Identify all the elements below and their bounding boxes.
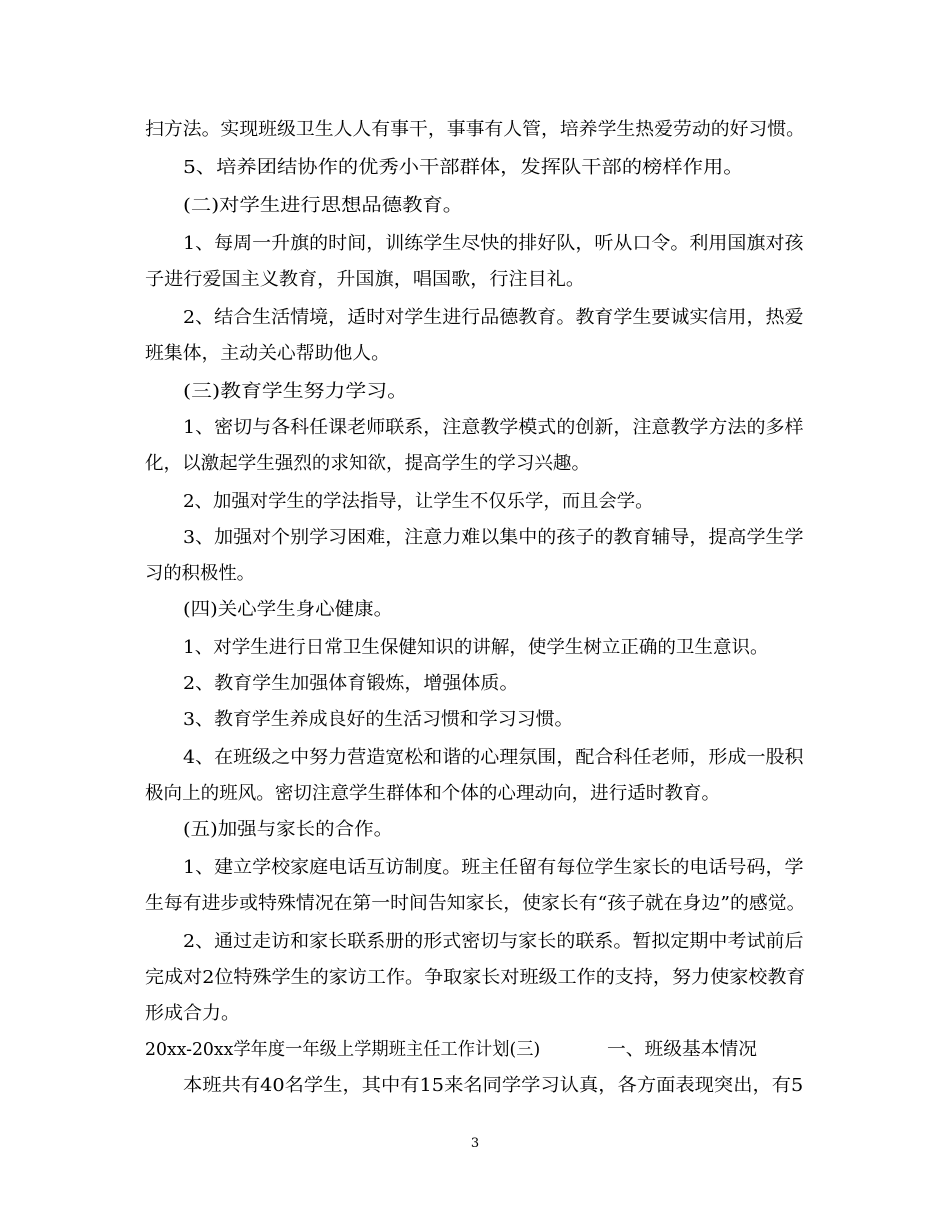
text-line-content: (四)关心学生身心健康。 [183,599,394,620]
text-line-content: 子进行爱国主义教育，升国旗，唱国歌，行注目礼。 [145,269,585,290]
text-line-content: 化，以激起学生强烈的求知欲，提高学生的学习兴趣。 [145,453,590,474]
text-line-content: (五)加强与家长的合作。 [183,819,394,840]
text-line-content: 1、密切与各科任课老师联系，注意教学模式的创新，注意教学方法的多样 [183,417,804,438]
text-line-content: 2、教育学生加强体育锻炼，增强体质。 [183,673,519,694]
text-line-content: 形成合力。 [145,1003,240,1024]
text-line-content: 3、加强对个别学习困难，注意力难以集中的孩子的教育辅导，提高学生学 [183,527,804,548]
text-line-content: 习的积极性。 [145,563,255,584]
text-line-content: 班集体，主动关心帮助他人。 [145,343,390,364]
page-number: 3 [470,1136,480,1151]
text-line-content: 4、在班级之中努力营造宽松和谐的心理氛围，配合科任老师，形成一股积 [183,747,804,768]
text-line-content: 1、对学生进行日常卫生保健知识的讲解，使学生树立正确的卫生意识。 [183,637,769,658]
text-line-content: 扫方法。实现班级卫生人人有事干，事事有人管，培养学生热爱劳动的好习惯。 [145,119,806,140]
text-line-content: 2、加强对学生的学法指导，让学生不仅乐学，而且会学。 [183,491,654,512]
text-line-content: 完成对2位特殊学生的家访工作。争取家长对班级工作的支持，努力使家校教育 [145,967,806,988]
text-line-content: 20xx-20xx学年度一年级上学期班主任工作计划(三) [145,1039,541,1060]
text-line-content: 极向上的班风。密切注意学生群体和个体的心理动向，进行适时教育。 [145,783,720,804]
text-line-content: (三)教育学生努力学习。 [183,381,409,402]
text-line-content: 5、培养团结协作的优秀小干部群体，发挥队干部的榜样作用。 [183,157,744,178]
text-line-content: 2、结合生活情境，适时对学生进行品德教育。教育学生要诚实信用，热爱 [183,307,804,328]
text-line-content: 生每有进步或特殊情况在第一时间告知家长，使家长有“孩子就在身边”的感觉。 [145,893,806,914]
text-line-content: 2、通过走访和家长联系册的形式密切与家长的联系。暂拟定期中考试前后 [183,931,804,952]
text-line-content: 1、建立学校家庭电话互访制度。班主任留有每位学生家长的电话号码，学 [183,857,804,878]
text-line-content: (二)对学生进行思想品德教育。 [183,195,464,216]
text-line-content: 本班共有40名学生，其中有15来名同学学习认真，各方面表现突出，有5 [183,1075,804,1096]
text-line-content: 1、每周一升旗的时间，训练学生尽快的排好队，听从口令。利用国旗对孩 [183,233,804,254]
section-heading: 一、班级基本情况 [607,1039,757,1060]
text-line-content: 3、教育学生养成良好的生活习惯和学习习惯。 [183,709,574,730]
